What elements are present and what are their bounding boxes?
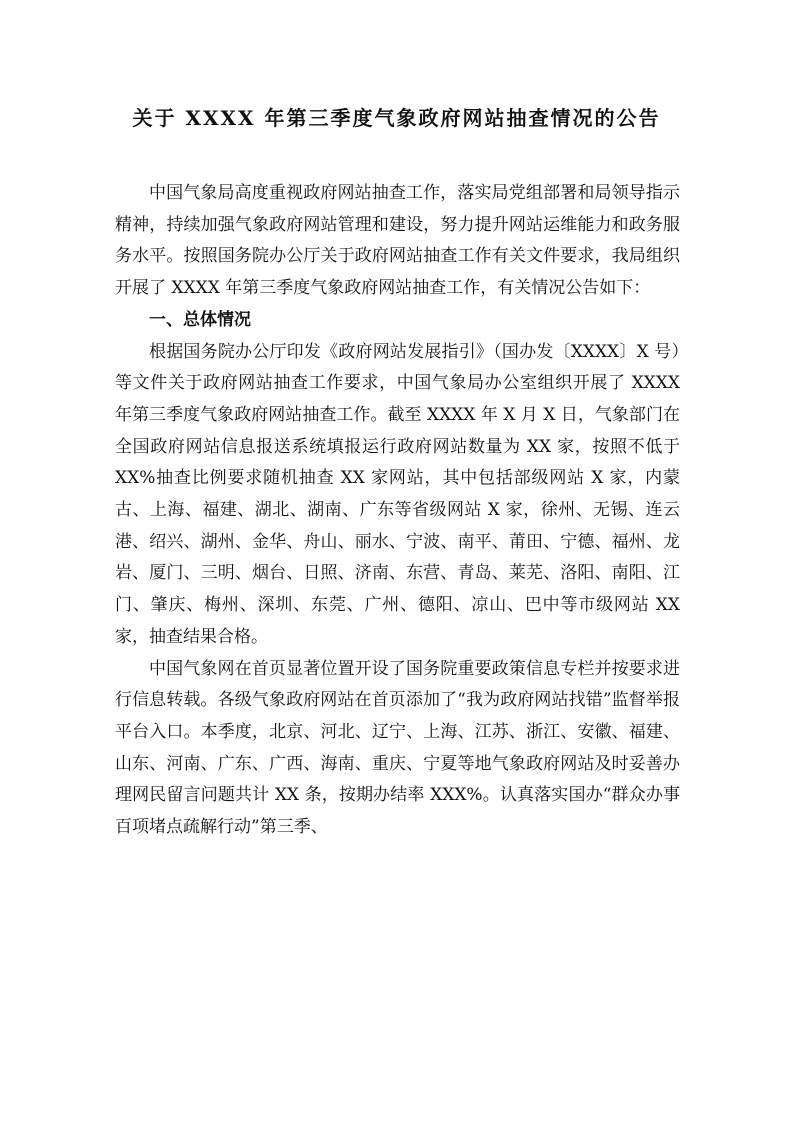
intro-paragraph: 中国气象局高度重视政府网站抽查工作，落实局党组部署和局领导指示精神，持续加强气象政府网站管理和建设，努力提升网站运维能力和政务服务水平。按照国务院办公厅关于政府网站抽查工作有关文件要求，我局组织开展了 XXXX 年第三季度气象政府网站抽查工作，有关情况公告如下：	[115, 183, 680, 299]
body-paragraph: 根据国务院办公厅印发《政府网站发展指引》（国办发〔XXXX〕X 号）等文件关于政府网站抽查工作要求，中国气象局办公室组织开展了 XXXX 年第三季度气象政府网站抽查工作。截至 XXXX 年 X 月 X 日，气象部门在全国政府网站信息报送系统填报运行政府网站数量为 XX 家，按照不低于 XX%抽查比例要求随机抽查 XX 家网站，其中包括部级网站 X 家，内蒙古、上海、福建、湖北、湖南、广东等省级网站 X 家，徐州、无锡、连云港、绍兴、湖州、金华、舟山、丽水、宁波、南平、莆田、宁德、福州、龙岩、厦门、三明、烟台、日照、济南、东营、青岛、莱芜、洛阳、南阳、江门、肇庆、梅州、深圳、东莞、广州、德阳、凉山、巴中等市级网站 XX 家，抽查结果合格。	[115, 341, 680, 647]
document-title: 关于 XXXX 年第三季度气象政府网站抽查情况的公告	[132, 106, 661, 130]
section-heading: 一、总体情况	[149, 309, 251, 330]
document-body	[115, 178, 680, 844]
body-paragraph: 中国气象网在首页显著位置开设了国务院重要政策信息专栏并按要求进行信息转载。各级气象政府网站在首页添加了“我为政府网站找错”监督举报平台入口。本季度，北京、河北、辽宁、上海、江苏、浙江、安徽、福建、山东、河南、广东、广西、海南、重庆、宁夏等地气象政府网站及时妥善办理网民留言问题共计 XX 条，按期办结率 XXX%。认真落实国办“群众办事百项堵点疏解行动”第三季、	[115, 658, 680, 838]
